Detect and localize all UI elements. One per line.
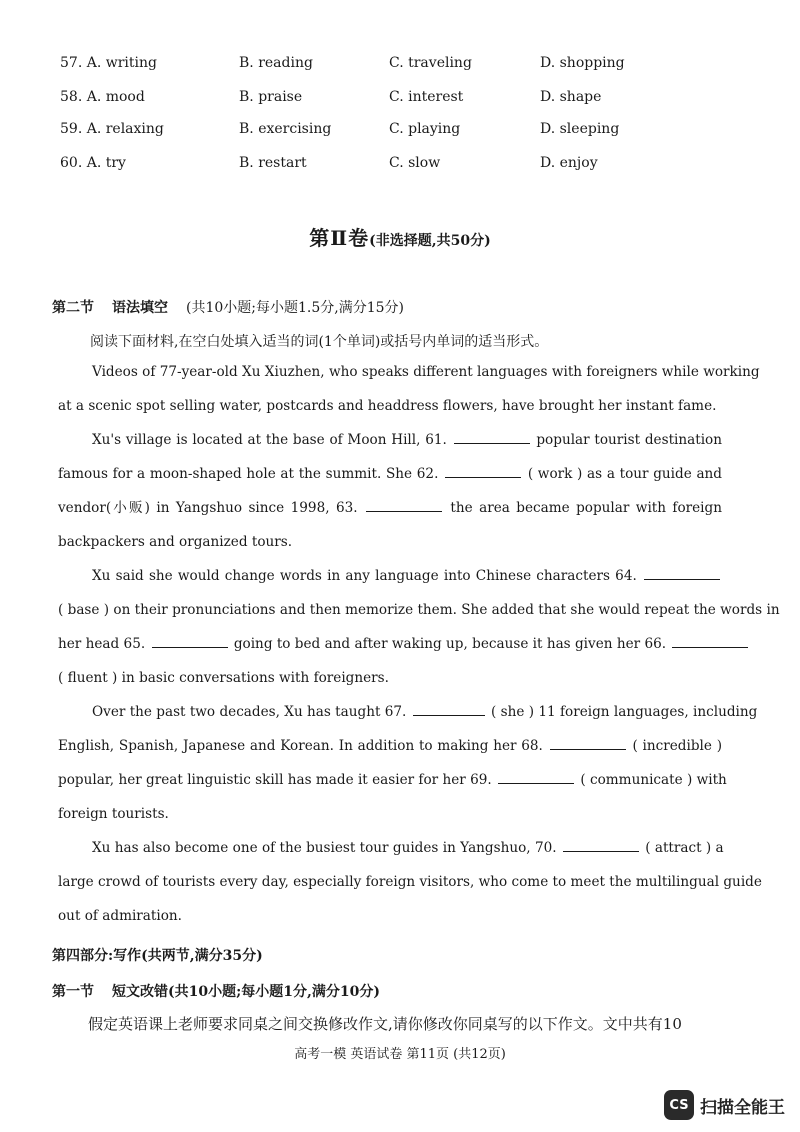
volume-title <box>0 222 800 251</box>
option-59-a: 59. A. relaxing <box>60 121 164 137</box>
passage-line: foreign tourists. <box>58 806 169 822</box>
page-footer: 高考一模 英语试卷 第11页 (共12页) <box>294 1047 506 1062</box>
passage-line <box>58 627 722 661</box>
passage-text: her head 65. <box>58 636 146 652</box>
section-grammar-heading <box>52 297 404 317</box>
volume-title-main: 第Ⅱ卷 <box>309 226 370 250</box>
blank-64 <box>644 565 720 580</box>
grammar-passage <box>58 355 780 933</box>
option-60-b: B. restart <box>239 155 307 171</box>
option-58-d: D. shape <box>540 89 602 105</box>
passage-line <box>58 831 722 865</box>
passage-text: popular tourist destination <box>536 432 722 448</box>
option-58-a: 58. A. mood <box>60 89 145 105</box>
grammar-instruction: 阅读下面材料,在空白处填入适当的词(1个单词)或括号内单词的适当形式。 <box>90 334 549 350</box>
passage-text: English, Spanish, Japanese and Korean. In addition to making her 68. <box>58 738 543 754</box>
passage-text: ( communicate ) with <box>580 772 727 788</box>
option-57-b: B. reading <box>239 55 313 71</box>
blank-70 <box>563 837 639 852</box>
passage-line <box>58 763 727 797</box>
passage-line <box>58 559 722 593</box>
passage-text: famous for a moon-shaped hole at the summit. She 62. <box>58 466 439 482</box>
option-57-c: C. traveling <box>389 55 472 71</box>
option-row-58 <box>60 89 760 113</box>
writing-instruction: 假定英语课上老师要求同桌之间交换修改作文,请你修改你同桌写的以下作文。文中共有10 <box>88 1015 682 1033</box>
option-58-b: B. praise <box>239 89 303 105</box>
blank-67 <box>413 701 485 716</box>
section-grammar-title: 语法填空 <box>112 300 168 316</box>
passage-text: Xu said she would change words in any language into Chinese characters 64. <box>92 568 637 584</box>
blank-63 <box>366 497 442 512</box>
option-59-c: C. playing <box>389 121 461 137</box>
passage-text: ( attract ) a <box>645 840 724 856</box>
scanner-watermark <box>664 1090 785 1120</box>
option-row-59 <box>60 121 760 145</box>
passage-line: ( base ) on their pronunciations and then memorize them. She added that she would repeat the words in <box>58 602 780 618</box>
option-row-60 <box>60 155 760 179</box>
passage-line: large crowd of tourists every day, especially foreign visitors, who come to meet the multilingual guide <box>58 874 762 890</box>
passage-line: backpackers and organized tours. <box>58 534 293 550</box>
option-58-c: C. interest <box>389 89 464 105</box>
section-correction-heading <box>52 981 380 1001</box>
part4-heading: 第四部分:写作(共两节,满分35分) <box>52 948 263 964</box>
passage-line: ( fluent ) in basic conversations with foreigners. <box>58 670 389 686</box>
blank-66 <box>672 633 748 648</box>
option-60-c: C. slow <box>389 155 441 171</box>
passage-line <box>58 729 722 763</box>
passage-line <box>58 695 758 729</box>
option-60-a: 60. A. try <box>60 155 126 171</box>
passage-text: ( work ) as a tour guide and <box>527 466 723 482</box>
blank-61 <box>454 429 530 444</box>
passage-text: popular, her great linguistic skill has made it easier for her 69. <box>58 772 492 788</box>
option-57-d: D. shopping <box>540 55 625 71</box>
passage-line <box>58 491 722 525</box>
option-59-d: D. sleeping <box>540 121 620 137</box>
camscanner-logo-icon: CS <box>664 1090 694 1120</box>
passage-text: going to bed and after waking up, because it has given her 66. <box>233 636 667 652</box>
section-grammar-label: 第二节 <box>52 300 94 316</box>
passage-line <box>58 457 722 491</box>
section-grammar-note: (共10小题;每小题1.5分,满分15分) <box>186 300 404 316</box>
blank-69 <box>498 769 574 784</box>
option-57-a: 57. A. writing <box>60 55 157 71</box>
passage-text: Over the past two decades, Xu has taught 67. <box>92 704 407 720</box>
passage-text: the area became popular with foreign <box>450 500 722 516</box>
passage-line: out of admiration. <box>58 908 182 924</box>
volume-title-sub: (非选择题,共50分) <box>369 233 491 249</box>
section-correction-label: 第一节 <box>52 984 94 1000</box>
passage-text: ( she ) 11 foreign languages, including <box>491 704 758 720</box>
option-59-b: B. exercising <box>239 121 332 137</box>
passage-text: vendor(小贩) in Yangshuo since 1998, 63. <box>58 500 358 516</box>
passage-text: ( incredible ) <box>632 738 723 754</box>
blank-62 <box>445 463 521 478</box>
section-correction-title: 短文改错(共10小题;每小题1分,满分10分) <box>112 984 380 1000</box>
option-row-57 <box>60 55 760 79</box>
passage-text: Xu's village is located at the base of Moon Hill, 61. <box>92 432 447 448</box>
passage-line <box>58 423 722 457</box>
camscanner-logo-text: 扫描全能王 <box>700 1097 785 1118</box>
blank-68 <box>550 735 626 750</box>
passage-text: Xu has also become one of the busiest tour guides in Yangshuo, 70. <box>92 840 557 856</box>
option-60-d: D. enjoy <box>540 155 598 171</box>
blank-65 <box>152 633 228 648</box>
passage-line: at a scenic spot selling water, postcards and headdress flowers, have brought her instant fame. <box>58 398 717 414</box>
passage-line: Videos of 77-year-old Xu Xiuzhen, who speaks different languages with foreigners while working <box>92 364 760 380</box>
